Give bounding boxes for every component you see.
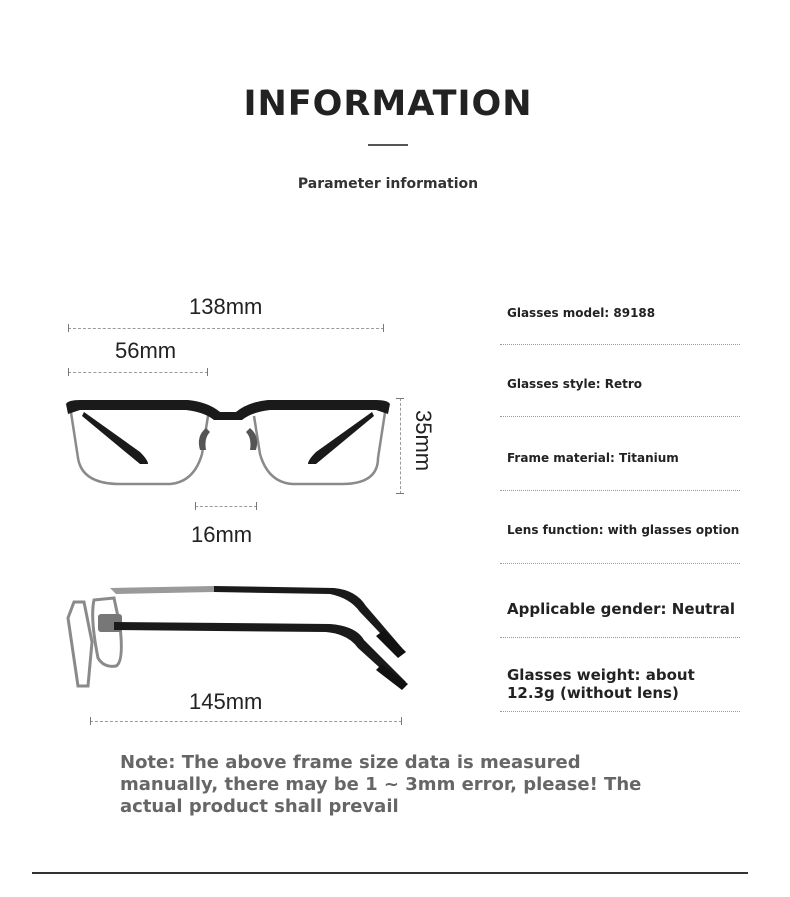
upper-temple-tip <box>376 630 406 658</box>
dimension-tick <box>396 493 404 494</box>
spec-glasses-style: Glasses style: Retro <box>507 377 643 391</box>
dimension-tick <box>207 368 208 376</box>
dimension-tick <box>90 717 91 725</box>
dimension-temple-length: 145mm <box>189 689 263 714</box>
dimension-total-width: 138mm <box>189 294 263 319</box>
left-nose-pad <box>199 428 210 450</box>
spec-separator <box>500 711 740 712</box>
glasses-front-view <box>60 392 395 492</box>
dimension-bridge: 16mm <box>191 522 253 547</box>
dimension-line-lens-height <box>400 398 401 494</box>
spec-separator <box>500 416 740 417</box>
dimension-line-total-width <box>68 328 384 329</box>
glasses-side-view <box>64 578 414 696</box>
page-title: INFORMATION <box>243 84 533 124</box>
spec-separator <box>500 637 740 638</box>
dimension-tick <box>383 324 384 332</box>
front-lens-rim <box>93 598 122 666</box>
dimension-line-temple-length <box>90 721 402 722</box>
dimension-tick <box>195 502 196 510</box>
dimension-tick <box>256 502 257 510</box>
lower-temple-tip <box>376 664 408 690</box>
dimension-tick <box>396 398 404 399</box>
page-subtitle: Parameter information <box>297 176 479 192</box>
title-divider <box>368 144 408 146</box>
lower-temple-black <box>114 622 406 686</box>
dimension-tick <box>401 717 402 725</box>
dimension-line-bridge <box>195 506 257 507</box>
spec-glasses-weight: Glasses weight: about 12.3g (without lens) <box>507 666 695 702</box>
dimension-tick <box>68 368 69 376</box>
upper-temple-black <box>214 586 402 652</box>
spec-glasses-model: Glasses model: 89188 <box>507 306 656 320</box>
right-temple-inner <box>308 412 374 464</box>
spec-lens-function: Lens function: with glasses option <box>507 523 740 537</box>
bottom-divider <box>32 872 748 874</box>
dimension-line-lens-width <box>68 372 208 373</box>
dimension-lens-height: 35mm <box>411 410 436 472</box>
dimension-lens-width: 56mm <box>115 338 177 363</box>
spec-separator <box>500 490 740 491</box>
dimension-tick <box>68 324 69 332</box>
spec-applicable-gender: Applicable gender: Neutral <box>507 600 736 618</box>
upper-temple-metal <box>110 586 214 594</box>
spec-separator <box>500 563 740 564</box>
rear-lens-rim <box>68 602 92 686</box>
spec-separator <box>500 344 740 345</box>
measurement-note: Note: The above frame size data is measured manually, there may be 1 ~ 3mm error, please! The actual product shall prevail <box>120 752 642 817</box>
frame-browline <box>66 400 390 420</box>
left-temple-inner <box>82 412 148 464</box>
spec-frame-material: Frame material: Titanium <box>507 451 679 465</box>
